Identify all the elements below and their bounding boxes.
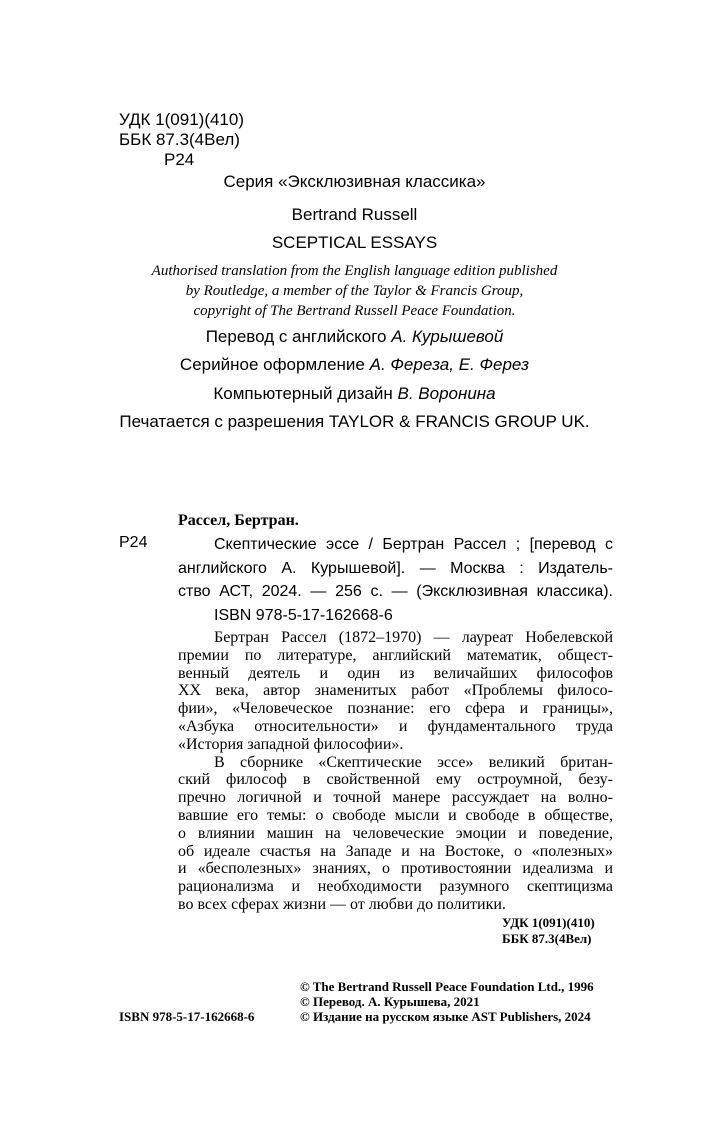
abstract-line: во всех сферах жизни — от любви до политики. — [178, 896, 506, 913]
abstract-line: об идеале счастья на Западе и на Востоке, о «полезных» — [178, 842, 613, 860]
catalog-isbn: ISBN 978-5-17-162668-6 — [214, 607, 393, 624]
credit-role: Перевод с английского — [205, 327, 387, 346]
abstract-line: и «бесполезных» знаниях, о противостоянии идеализма и — [178, 860, 613, 878]
footer-bbk: ББК 87.3(4Вел) — [502, 931, 592, 946]
abstract-line: «История западной философии». — [178, 735, 404, 753]
copyright-line: © Перевод. А. Курышева, 2021 — [300, 994, 480, 1009]
authorisation-line: Authorised translation from the English language edition published — [151, 263, 558, 279]
abstract-line: XX века, автор знаменитых работ «Проблемы филосо- — [178, 682, 613, 700]
series-title: Серия «Эксклюзивная классика» — [223, 172, 486, 191]
catalog-description-line: Скептические эссе / Бертран Рассел ; [перевод с — [214, 536, 613, 553]
credit-translation — [0, 327, 709, 347]
abstract-line: Бертран Рассел (1872–1970) — лауреат Нобелевской — [214, 629, 613, 646]
catalog-description-line: ство АСТ, 2024. — 256 с. — (Эксклюзивная классика). — [178, 583, 613, 600]
abstract-line: рационализма и необходимости разумного скептицизма — [178, 878, 613, 896]
authorisation-line: by Routledge, a member of the Taylor & Francis Group, — [185, 283, 524, 299]
abstract-line: о влиянии машин на человеческие эмоции и поведение, — [178, 824, 613, 842]
abstract-line: премии по литературе, английский математик, общест- — [178, 646, 613, 664]
copyright-line: © Издание на русском языке AST Publishers, 2024 — [300, 1009, 591, 1024]
permission-notice: Печатается с разрешения TAYLOR & FRANCIS GROUP UK. — [119, 412, 590, 431]
credit-role: Серийное оформление — [179, 355, 365, 374]
abstract-line: В сборнике «Скептические эссе» великий британ- — [214, 753, 613, 771]
copyright-line: © The Bertrand Russell Peace Foundation Ltd., 1996 — [300, 979, 594, 994]
authorisation-line: copyright of The Bertrand Russell Peace Foundation. — [193, 303, 516, 319]
credit-name: В. Воронина — [397, 384, 496, 403]
credit-computer-design — [0, 384, 709, 404]
abstract-line: «Азбука относительности» и фундаментального труда — [178, 718, 613, 735]
credit-name: А. Курышевой — [391, 327, 504, 346]
abstract-line: ский философ в свойственной ему остроумной, безу- — [178, 771, 613, 789]
abstract-line: фии», «Человеческое познание: его сфера и границы», — [178, 700, 613, 718]
original-title: SCEPTICAL ESSAYS — [271, 233, 438, 252]
footer-isbn: ISBN 978-5-17-162668-6 — [119, 1009, 255, 1024]
footer-udk: УДК 1(091)(410) — [502, 915, 595, 930]
catalog-mark: Р24 — [119, 534, 148, 551]
credit-name: А. Фереза, Е. Ферез — [369, 355, 530, 374]
bbk-code: ББК 87.3(4Вел) — [119, 130, 240, 149]
catalog-heading: Рассел, Бертран. — [178, 512, 299, 529]
credit-role: Компьютерный дизайн — [213, 384, 393, 403]
original-author: Bertrand Russell — [291, 205, 418, 224]
author-mark: Р24 — [164, 150, 195, 169]
udk-code: УДК 1(091)(410) — [119, 110, 245, 129]
credit-series-design — [0, 355, 709, 375]
abstract-line: вавшие его темы: о свободе мысли и свободе в обществе, — [178, 807, 613, 824]
abstract-line: пречно логичной и точной манере рассуждает на волно- — [178, 789, 613, 807]
abstract-line: венный деятель и один из величайших философов — [178, 664, 613, 682]
catalog-description-line: английского А. Курышевой]. — Москва : Издатель- — [178, 560, 613, 577]
